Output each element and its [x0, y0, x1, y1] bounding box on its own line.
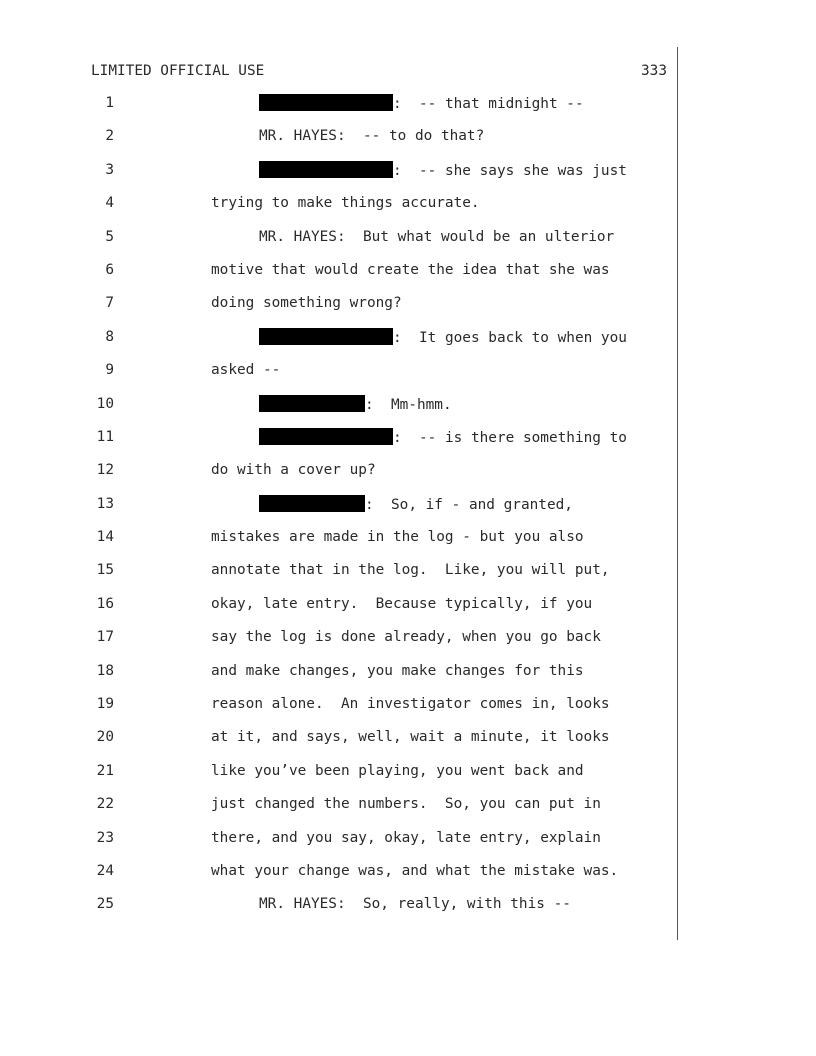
transcript-line — [0, 395, 816, 428]
line-text: and make changes, you make changes for this — [211, 662, 584, 679]
line-number: 16 — [96, 595, 114, 612]
transcript-line — [0, 361, 816, 394]
line-text: do with a cover up? — [211, 462, 376, 479]
transcript-line — [0, 328, 816, 361]
redaction-block — [259, 428, 393, 445]
line-number: 11 — [96, 428, 114, 445]
transcript-line — [0, 762, 816, 795]
line-number: 4 — [105, 195, 114, 212]
transcript-line — [0, 461, 816, 494]
line-text: trying to make things accurate. — [211, 195, 480, 212]
transcript-line — [0, 829, 816, 862]
line-text: MR. HAYES: -- to do that? — [259, 128, 485, 145]
transcript-line — [0, 528, 816, 561]
line-number: 24 — [96, 862, 114, 879]
line-content — [259, 495, 573, 514]
line-text: say the log is done already, when you go back — [211, 629, 601, 646]
line-text: at it, and says, well, wait a minute, it looks — [211, 729, 610, 746]
line-number: 21 — [96, 762, 114, 779]
redaction-block — [259, 495, 365, 512]
line-content — [259, 428, 627, 447]
transcript-line — [0, 428, 816, 461]
transcript-line — [0, 294, 816, 327]
line-text: : -- is there something to — [393, 429, 627, 446]
line-text: okay, late entry. Because typically, if you — [211, 595, 593, 612]
line-number: 12 — [96, 462, 114, 479]
line-number: 5 — [105, 228, 114, 245]
line-number: 23 — [96, 829, 114, 846]
line-number: 7 — [105, 295, 114, 312]
line-number: 14 — [96, 529, 114, 546]
line-text: MR. HAYES: So, really, with this -- — [259, 896, 571, 913]
transcript-line — [0, 895, 816, 928]
line-text: asked -- — [211, 362, 281, 379]
transcript-line — [0, 561, 816, 594]
line-content — [259, 161, 627, 180]
line-number: 6 — [105, 261, 114, 278]
line-text: motive that would create the idea that she was — [211, 261, 610, 278]
line-content — [259, 395, 452, 414]
line-text: : It goes back to when you — [393, 329, 627, 346]
line-text: doing something wrong? — [211, 295, 402, 312]
line-number: 18 — [96, 662, 114, 679]
transcript-line — [0, 595, 816, 628]
redaction-block — [259, 395, 365, 412]
redaction-block — [259, 161, 393, 178]
transcript-body — [0, 94, 816, 929]
line-text: : Mm-hmm. — [365, 396, 452, 413]
classification-marking: LIMITED OFFICIAL USE — [91, 63, 265, 79]
line-number: 17 — [96, 629, 114, 646]
transcript-line — [0, 795, 816, 828]
line-number: 2 — [105, 128, 114, 145]
line-content — [259, 328, 627, 347]
line-number: 13 — [96, 495, 114, 512]
line-number: 1 — [105, 95, 114, 111]
line-number: 10 — [96, 395, 114, 412]
line-text: : -- she says she was just — [393, 162, 627, 179]
line-text: mistakes are made in the log - but you also — [211, 529, 584, 546]
line-text: what your change was, and what the mistake was. — [211, 862, 619, 879]
line-content — [259, 94, 584, 113]
line-number: 22 — [96, 796, 114, 813]
line-number: 15 — [96, 562, 114, 579]
line-text: like you’ve been playing, you went back and — [211, 762, 584, 779]
transcript-line — [0, 728, 816, 761]
line-text: : -- that midnight -- — [393, 96, 584, 112]
transcript-line — [0, 161, 816, 194]
line-number: 8 — [105, 328, 114, 345]
line-text: MR. HAYES: But what would be an ulterior — [259, 228, 615, 245]
line-text: reason alone. An investigator comes in, looks — [211, 696, 610, 713]
transcript-line — [0, 495, 816, 528]
transcript-line — [0, 662, 816, 695]
transcript-line — [0, 695, 816, 728]
redaction-block — [259, 328, 393, 345]
line-number: 3 — [105, 161, 114, 178]
line-number: 19 — [96, 696, 114, 713]
page-number: 333 — [641, 63, 667, 79]
transcript-line — [0, 261, 816, 294]
line-number: 9 — [105, 362, 114, 379]
line-text: : So, if - and granted, — [365, 496, 573, 513]
transcript-line — [0, 94, 816, 127]
line-text: annotate that in the log. Like, you will put, — [211, 562, 610, 579]
line-text: just changed the numbers. So, you can put in — [211, 796, 601, 813]
transcript-line — [0, 127, 816, 160]
line-number: 20 — [96, 729, 114, 746]
transcript-line — [0, 228, 816, 261]
redaction-block — [259, 94, 393, 111]
line-number: 25 — [96, 896, 114, 913]
transcript-line — [0, 628, 816, 661]
transcript-line — [0, 862, 816, 895]
transcript-line — [0, 194, 816, 227]
line-text: there, and you say, okay, late entry, explain — [211, 829, 601, 846]
